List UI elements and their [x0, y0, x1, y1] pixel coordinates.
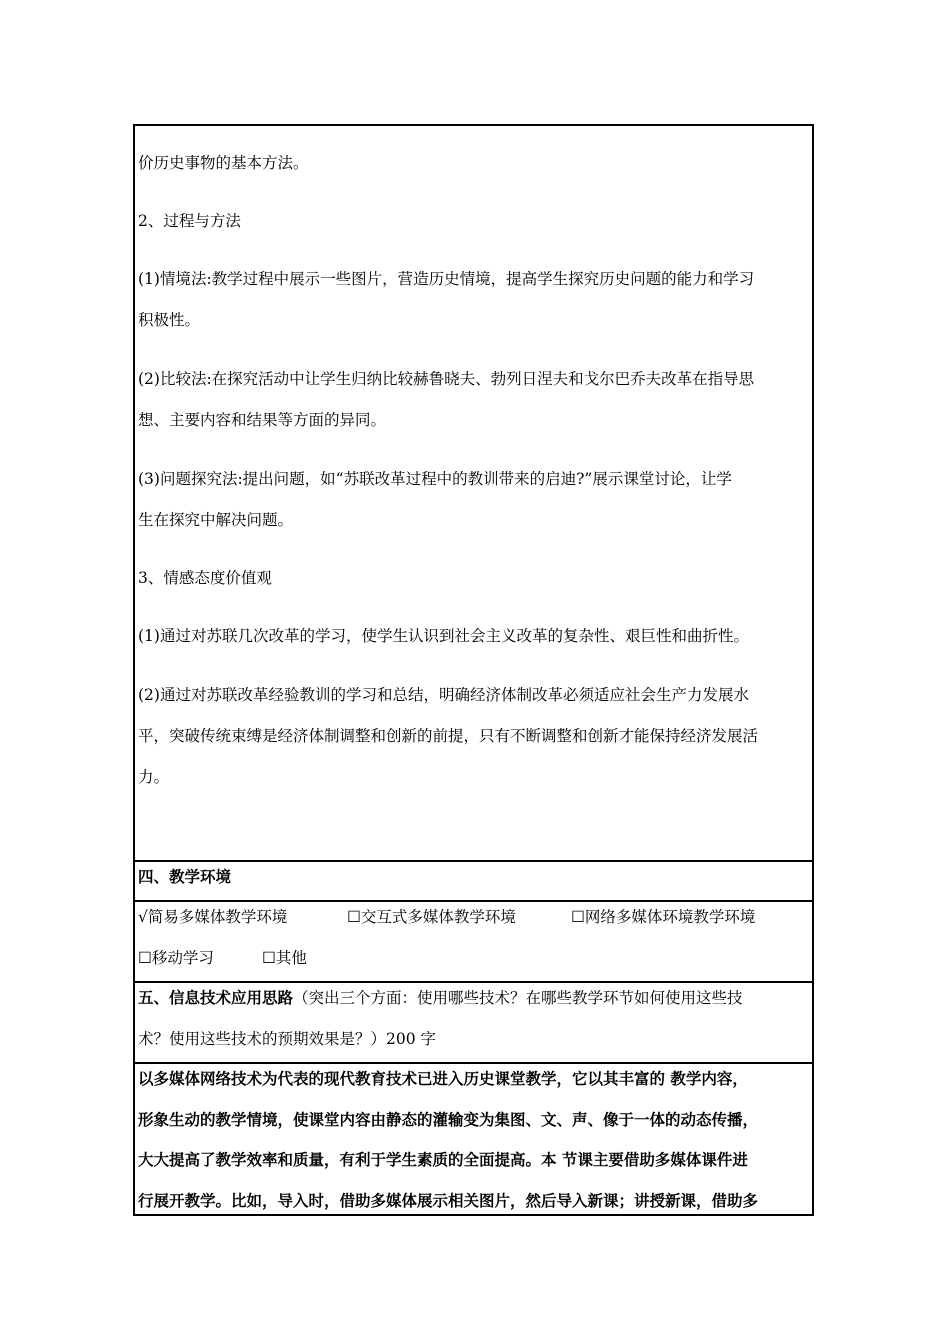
option-other[interactable]: ☐其他 [262, 949, 307, 967]
section5-body-line: 大大提高了教学效率和质量，有利于学生素质的全面提高。本 节课主要借助多媒体课件进 [138, 1150, 748, 1169]
lesson-plan-table [133, 124, 814, 1216]
section5-title: 五、信息技术应用思路 [138, 988, 294, 1007]
section5-note: （突出三个方面：使用哪些技术？在哪些教学环节如何使用这些技 [293, 989, 743, 1007]
objectives-line: 力。 [138, 768, 170, 786]
objectives-line: (2)比较法:在探究活动中让学生归纳比较赫鲁晓夫、勃列日涅夫和戈尔巴乔夫改革在指导思 [138, 370, 755, 388]
section5-body-line: 形象生动的教学情境，使课堂内容由静态的灌输变为集图、文、声、像于一体的动态传播， [138, 1110, 759, 1129]
objectives-line: 积极性。 [138, 311, 201, 329]
section4-title: 四、教学环境 [138, 867, 232, 886]
objectives-line: (3)问题探究法:提出问题，如“苏联改革过程中的教训带来的启迪?”展示课堂讨论，让学 [138, 470, 732, 488]
option-interactive-multimedia[interactable]: ☐交互式多媒体教学环境 [347, 908, 516, 926]
option-simple-multimedia[interactable]: √简易多媒体教学环境 [138, 908, 288, 926]
section5-body-cell [135, 1062, 812, 1216]
objectives-cell [135, 126, 812, 860]
option-network-multimedia[interactable]: ☐网络多媒体环境教学环境 [571, 908, 756, 926]
section5-body-line: 行展开教学。比如，导入时，借助多媒体展示相关图片，然后导入新课；讲授新课，借助多 [138, 1191, 759, 1210]
objectives-line: (2)通过对苏联改革经验教训的学习和总结，明确经济体制改革必须适应社会生产力发展水 [138, 686, 749, 704]
objectives-line: (1)情境法:教学过程中展示一些图片，营造历史情境，提高学生探究历史问题的能力和学习 [138, 270, 755, 288]
process-method-heading: 2、过程与方法 [138, 212, 241, 230]
objectives-line: 想、主要内容和结果等方面的异同。 [138, 411, 387, 429]
objectives-line: 平，突破传统束缚是经济体制调整和创新的前提，只有不断调整和创新才能保持经济发展活 [138, 727, 759, 745]
section5-body-line: 以多媒体网络技术为代表的现代教育技术已进入历史课堂教学，它以其丰富的 教学内容， [138, 1069, 748, 1088]
option-mobile-learning[interactable]: ☐移动学习 [138, 949, 214, 967]
section5-note-line2: 术？使用这些技术的预期效果是？）200 字 [138, 1030, 437, 1048]
section4-title-cell [135, 860, 812, 900]
objectives-line: (1)通过对苏联几次改革的学习，使学生认识到社会主义改革的复杂性、艰巨性和曲折性。 [138, 627, 749, 645]
section4-options-cell [135, 900, 812, 981]
emotion-values-heading: 3、情感态度价值观 [138, 569, 272, 587]
objectives-line: 生在探究中解决问题。 [138, 511, 294, 529]
section5-title-cell [135, 981, 812, 1062]
objectives-line: 价历史事物的基本方法。 [138, 154, 309, 172]
section5-heading-line [138, 988, 809, 1008]
